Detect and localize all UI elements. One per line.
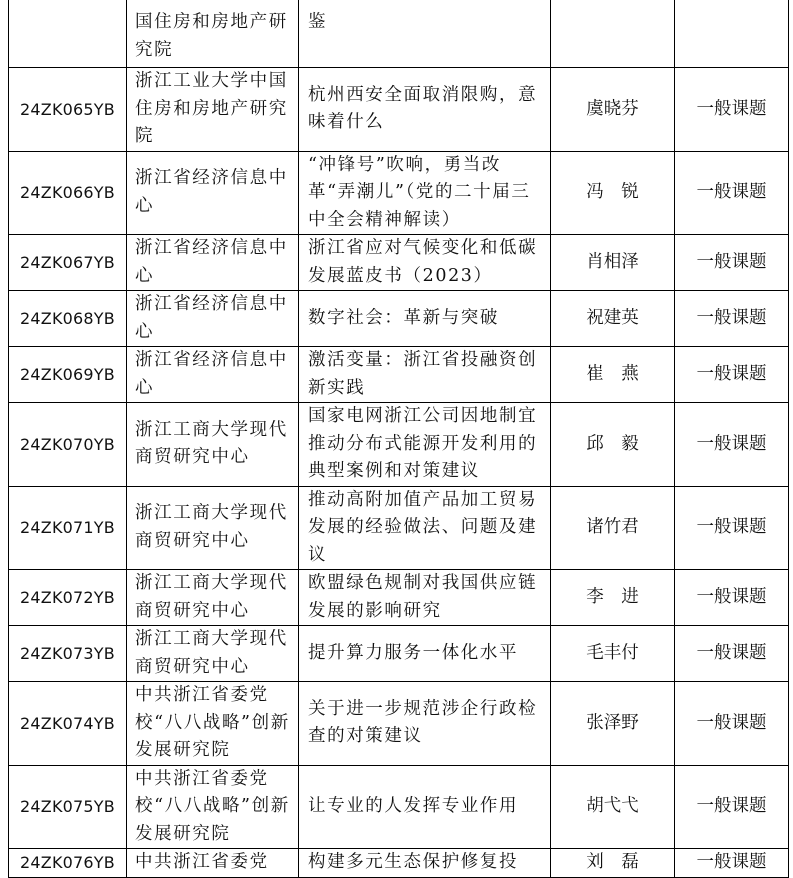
project-code-cell [9,235,127,291]
project-code: 24ZK070YB [20,434,115,454]
leader-name: 胡弋弋 [586,796,639,816]
organization-name: 国住房和房地产研究院 [135,12,288,60]
table-row [9,849,789,878]
project-code: 24ZK068YB [20,308,115,328]
organization-cell [127,151,299,235]
topic-title: 提升算力服务一体化水平 [308,642,519,663]
project-code-cell [9,570,127,626]
project-code-cell [9,0,127,68]
leader-name: 冯 锐 [586,182,639,202]
type-cell [675,235,789,291]
type-cell [675,626,789,682]
organization-cell [127,235,299,291]
topic-cell [299,765,551,849]
table-row [9,68,789,152]
topic-title: 让专业的人发挥专业作用 [308,796,519,816]
project-type: 一般课题 [696,852,767,872]
project-table [8,0,789,878]
organization-name: 浙江省经济信息中心 [135,294,288,342]
topic-title: 国家电网浙江公司因地制宜推动分布式能源开发利用的典型案例和对策建议 [308,406,538,481]
project-code-cell [9,626,127,682]
topic-title: 杭州西安全面取消限购，意味着什么 [308,84,538,133]
leader-cell [551,570,675,626]
type-cell [675,403,789,487]
topic-cell [299,570,551,626]
leader-cell [551,235,675,291]
type-cell [675,849,789,878]
project-code: 24ZK072YB [20,587,115,607]
leader-cell [551,626,675,682]
leader-name: 虞晓芬 [586,98,639,119]
topic-title: 激活变量：浙江省投融资创新实践 [308,350,538,398]
project-code: 24ZK076YB [20,853,115,872]
topic-title: 推动高附加值产品加工贸易发展的经验做法、问题及建议 [308,489,538,565]
table-row [9,570,789,626]
organization-cell [127,486,299,570]
organization-name: 浙江省经济信息中心 [135,238,288,286]
project-type: 一般课题 [696,182,767,202]
organization-cell [127,682,299,766]
organization-name: 中共浙江省委党 [135,852,269,872]
organization-name: 中共浙江省委党校“八八战略”创新发展研究院 [135,685,290,760]
project-type: 一般课题 [696,251,767,272]
topic-cell [299,0,551,68]
project-code: 24ZK069YB [20,364,115,384]
organization-name: 中共浙江省委党校“八八战略”创新发展研究院 [135,768,290,844]
table-row [9,347,789,403]
project-code: 24ZK073YB [20,643,115,663]
topic-title: 鉴 [308,12,328,32]
topic-cell [299,849,551,878]
topic-cell [299,151,551,235]
type-cell [675,0,789,68]
project-type: 一般课题 [696,433,767,454]
type-cell [675,68,789,152]
leader-cell [551,347,675,403]
topic-cell [299,626,551,682]
topic-cell [299,235,551,291]
topic-title: 关于进一步规范涉企行政检查的对策建议 [308,698,538,747]
project-code-cell [9,68,127,152]
organization-name: 浙江工业大学中国住房和房地产研究院 [135,71,288,146]
topic-cell [299,486,551,570]
leader-cell [551,765,675,849]
organization-name: 浙江省经济信息中心 [135,168,288,216]
type-cell [675,570,789,626]
project-code-cell [9,347,127,403]
leader-cell [551,151,675,235]
leader-name: 刘 磊 [586,852,639,872]
project-type: 一般课题 [696,712,767,733]
project-code-cell [9,765,127,849]
leader-cell [551,682,675,766]
type-cell [675,682,789,766]
project-type: 一般课题 [696,642,767,663]
leader-name: 毛丰付 [586,642,639,663]
project-code: 24ZK065YB [20,99,115,119]
organization-cell [127,291,299,347]
project-code: 24ZK075YB [20,797,115,816]
leader-cell [551,0,675,68]
organization-cell [127,849,299,878]
leader-cell [551,849,675,878]
project-type: 一般课题 [696,98,767,119]
project-code: 24ZK066YB [20,183,115,202]
leader-cell [551,486,675,570]
organization-cell [127,347,299,403]
table-row [9,291,789,347]
project-code: 24ZK067YB [20,252,115,272]
organization-cell [127,570,299,626]
project-code: 24ZK071YB [20,518,115,537]
project-type: 一般课题 [696,796,767,816]
topic-title: “冲锋号”吹响，勇当改革“弄潮儿”（党的二十届三中全会精神解读） [308,154,531,230]
organization-name: 浙江省经济信息中心 [135,350,288,398]
project-code-cell [9,403,127,487]
topic-cell [299,291,551,347]
project-code-cell [9,291,127,347]
organization-cell [127,765,299,849]
topic-title: 构建多元生态保护修复投 [308,852,519,872]
topic-cell [299,68,551,152]
leader-name: 崔 燕 [586,363,639,384]
topic-cell [299,682,551,766]
topic-title: 数字社会：革新与突破 [308,307,499,328]
table-row [9,765,789,849]
organization-name: 浙江工商大学现代商贸研究中心 [135,503,288,551]
organization-name: 浙江工商大学现代商贸研究中心 [135,419,288,468]
table-row [9,151,789,235]
table-row [9,682,789,766]
topic-cell [299,347,551,403]
project-code: 24ZK074YB [20,713,115,733]
topic-title: 欧盟绿色规制对我国供应链发展的影响研究 [308,573,538,621]
project-type: 一般课题 [696,586,767,607]
leader-name: 李 进 [586,586,639,607]
type-cell [675,486,789,570]
organization-cell [127,0,299,68]
organization-name: 浙江工商大学现代商贸研究中心 [135,629,288,677]
project-code-cell [9,151,127,235]
table-row [9,626,789,682]
topic-title: 浙江省应对气候变化和低碳发展蓝皮书（2023） [308,238,538,286]
project-code-cell [9,682,127,766]
leader-cell [551,291,675,347]
type-cell [675,347,789,403]
leader-name: 肖相泽 [586,251,639,272]
type-cell [675,765,789,849]
leader-name: 邱 毅 [586,433,639,454]
organization-cell [127,403,299,487]
leader-name: 张泽野 [586,712,639,733]
table-row [9,486,789,570]
project-type: 一般课题 [696,307,767,328]
table-row [9,0,789,68]
project-type: 一般课题 [696,517,767,537]
table-row [9,235,789,291]
table-row [9,403,789,487]
topic-cell [299,403,551,487]
leader-name: 祝建英 [586,307,639,328]
project-type: 一般课题 [696,363,767,384]
project-code-cell [9,486,127,570]
project-code-cell [9,849,127,878]
leader-name: 诸竹君 [586,517,639,537]
organization-cell [127,68,299,152]
organization-name: 浙江工商大学现代商贸研究中心 [135,573,288,621]
type-cell [675,151,789,235]
organization-cell [127,626,299,682]
type-cell [675,291,789,347]
leader-cell [551,403,675,487]
leader-cell [551,68,675,152]
